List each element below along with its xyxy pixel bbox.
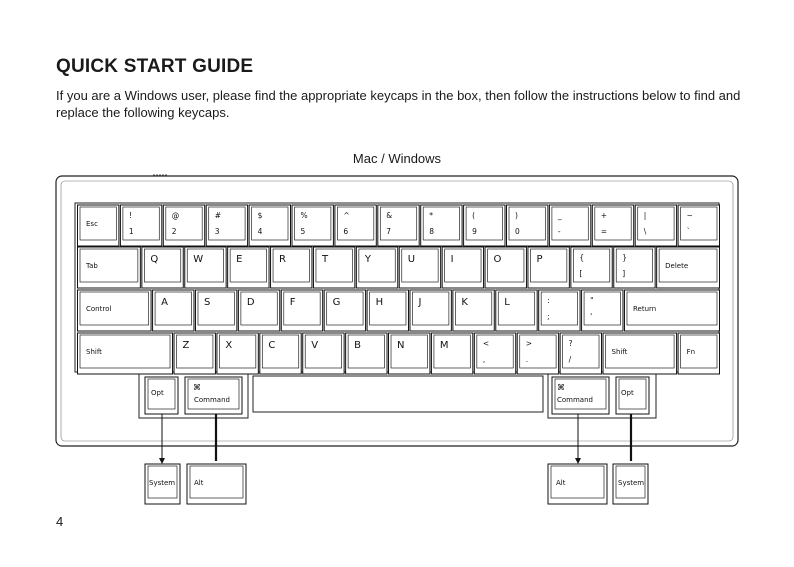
opt-right-key bbox=[616, 377, 649, 414]
page-title: QUICK START GUIDE bbox=[56, 56, 254, 77]
key-letter: M bbox=[439, 340, 449, 351]
key bbox=[335, 205, 376, 246]
key-label: Tab bbox=[86, 262, 98, 270]
key-top-symbol: ? bbox=[568, 339, 573, 348]
key bbox=[560, 333, 601, 374]
key-top-symbol: ! bbox=[128, 211, 132, 220]
key bbox=[582, 290, 623, 331]
key bbox=[485, 247, 526, 288]
key bbox=[228, 247, 269, 288]
key bbox=[421, 205, 462, 246]
opt-right-label: Opt bbox=[621, 389, 634, 397]
key-bottom-symbol: - bbox=[557, 227, 561, 236]
key bbox=[517, 333, 558, 374]
opt-left-label: Opt bbox=[151, 389, 164, 397]
key bbox=[142, 247, 183, 288]
key-top-symbol: + bbox=[600, 211, 608, 220]
key-top-symbol: & bbox=[386, 211, 393, 220]
key-top-symbol: _ bbox=[557, 211, 562, 220]
key bbox=[603, 333, 677, 374]
key bbox=[678, 205, 719, 246]
key bbox=[378, 205, 419, 246]
alt-right-key bbox=[548, 464, 607, 504]
key-letter: T bbox=[321, 254, 329, 265]
key-letter: J bbox=[418, 297, 422, 308]
key bbox=[614, 247, 655, 288]
key bbox=[453, 290, 494, 331]
key bbox=[389, 333, 430, 374]
key-letter: O bbox=[493, 254, 502, 265]
key bbox=[496, 290, 537, 331]
key-bottom-symbol: 0 bbox=[515, 227, 520, 236]
key-letter: X bbox=[225, 340, 233, 351]
key-letter: E bbox=[236, 254, 243, 265]
key bbox=[549, 205, 590, 246]
key-top-symbol: * bbox=[429, 211, 433, 220]
key-bottom-symbol: 7 bbox=[386, 227, 392, 236]
key-label: Delete bbox=[665, 262, 689, 270]
key-top-symbol: " bbox=[590, 296, 594, 305]
key-bottom-symbol: ` bbox=[686, 227, 691, 236]
system-right-key bbox=[613, 464, 648, 504]
command-right-label: Command bbox=[557, 396, 593, 404]
key bbox=[346, 333, 387, 374]
key-letter: N bbox=[397, 340, 405, 351]
key bbox=[78, 333, 173, 374]
spacebar bbox=[253, 376, 543, 412]
key-top-symbol: # bbox=[214, 211, 221, 220]
key bbox=[539, 290, 580, 331]
key bbox=[624, 290, 719, 331]
key bbox=[635, 205, 676, 246]
command-right-key bbox=[552, 377, 609, 414]
key-letter: D bbox=[246, 297, 255, 308]
key-top-symbol: ( bbox=[472, 211, 476, 220]
key-bottom-symbol: 2 bbox=[171, 227, 177, 236]
diagram-subtitle: Mac / Windows bbox=[352, 151, 442, 166]
key-bottom-symbol: 3 bbox=[214, 227, 220, 236]
key-letter: I bbox=[450, 254, 454, 265]
system-left-label: System bbox=[149, 479, 176, 487]
key bbox=[474, 333, 515, 374]
alt-left-key bbox=[187, 464, 246, 504]
key-letter: Y bbox=[364, 254, 371, 265]
key-bottom-symbol: / bbox=[568, 355, 572, 364]
key-top-symbol: ) bbox=[515, 211, 518, 220]
key-label: Esc bbox=[86, 220, 98, 228]
key bbox=[399, 247, 440, 288]
key-label: Fn bbox=[686, 348, 696, 356]
key bbox=[206, 205, 247, 246]
key bbox=[249, 205, 290, 246]
key bbox=[260, 333, 301, 374]
key-letter: W bbox=[193, 254, 204, 265]
key-bottom-symbol: ] bbox=[622, 269, 626, 278]
alt-right-label: Alt bbox=[556, 479, 566, 487]
key bbox=[410, 290, 451, 331]
key-letter: P bbox=[536, 254, 543, 265]
key bbox=[464, 205, 505, 246]
key-letter: C bbox=[268, 340, 276, 351]
command-left-key bbox=[185, 377, 242, 414]
key-letter: Z bbox=[182, 340, 190, 351]
key bbox=[185, 247, 226, 288]
key-label: Shift bbox=[86, 348, 102, 356]
key-top-symbol: { bbox=[579, 253, 585, 262]
key bbox=[324, 290, 365, 331]
key-letter: V bbox=[311, 340, 319, 351]
key-bottom-symbol: 5 bbox=[300, 227, 306, 236]
key-letter: U bbox=[407, 254, 416, 265]
key-top-symbol: $ bbox=[257, 211, 263, 220]
opt-left-key bbox=[145, 377, 178, 414]
key bbox=[657, 247, 720, 288]
command-symbol-left: ⌘ bbox=[193, 383, 201, 392]
key bbox=[120, 205, 161, 246]
command-left-label: Command bbox=[194, 396, 230, 404]
key-bottom-symbol: 6 bbox=[343, 227, 349, 236]
key-bottom-symbol: . bbox=[525, 355, 529, 364]
key-letter: B bbox=[354, 340, 361, 351]
page-number: 4 bbox=[56, 514, 64, 529]
key bbox=[313, 247, 354, 288]
key bbox=[217, 333, 258, 374]
key bbox=[195, 290, 236, 331]
key-top-symbol: > bbox=[525, 339, 533, 348]
key-bottom-symbol: ' bbox=[590, 312, 593, 321]
key bbox=[163, 205, 204, 246]
key-top-symbol: } bbox=[622, 253, 628, 262]
key-top-symbol: @ bbox=[171, 211, 180, 220]
key bbox=[442, 247, 483, 288]
key bbox=[431, 333, 472, 374]
key-label: Control bbox=[86, 305, 112, 313]
key bbox=[174, 333, 215, 374]
key-letter: Q bbox=[150, 254, 159, 265]
key-top-symbol: < bbox=[482, 339, 490, 348]
key bbox=[78, 247, 141, 288]
key-bottom-symbol: 8 bbox=[429, 227, 434, 236]
key-top-symbol: ^ bbox=[343, 211, 350, 220]
key-bottom-symbol: [ bbox=[579, 269, 583, 278]
key bbox=[281, 290, 322, 331]
key-bottom-symbol: 4 bbox=[257, 227, 263, 236]
key-letter: S bbox=[203, 297, 211, 308]
key bbox=[356, 247, 397, 288]
system-right-label: System bbox=[618, 479, 645, 487]
key bbox=[238, 290, 279, 331]
key-bottom-symbol: 9 bbox=[472, 227, 477, 236]
key-top-symbol: : bbox=[547, 296, 550, 305]
command-symbol-right: ⌘ bbox=[557, 383, 565, 392]
key bbox=[78, 205, 119, 246]
key-letter: L bbox=[504, 297, 510, 308]
key bbox=[367, 290, 408, 331]
key-bottom-symbol: ; bbox=[547, 312, 550, 321]
key bbox=[153, 290, 194, 331]
key-bottom-symbol: , bbox=[482, 355, 486, 364]
key-letter: H bbox=[375, 297, 384, 308]
system-left-key bbox=[145, 464, 180, 504]
alt-left-label: Alt bbox=[194, 479, 204, 487]
key bbox=[528, 247, 569, 288]
key-letter: F bbox=[289, 297, 296, 308]
key-bottom-symbol: 1 bbox=[128, 227, 134, 236]
key-bottom-symbol: \ bbox=[643, 227, 647, 236]
key bbox=[292, 205, 333, 246]
key bbox=[271, 247, 312, 288]
key-top-symbol: ~ bbox=[686, 211, 693, 220]
key-top-symbol: | bbox=[643, 211, 647, 220]
key-top-symbol: % bbox=[300, 211, 308, 220]
key-bottom-symbol: = bbox=[600, 227, 608, 236]
key bbox=[678, 333, 719, 374]
key bbox=[592, 205, 633, 246]
key-label: Shift bbox=[611, 348, 628, 356]
key bbox=[571, 247, 612, 288]
key-letter: R bbox=[279, 254, 287, 265]
intro-paragraph: If you are a Windows user, please find the appropriate keycaps in the box, then follow the instructions below to find and replace the following keycaps. bbox=[56, 88, 741, 120]
key-label: Return bbox=[632, 305, 657, 313]
key-letter: K bbox=[461, 297, 468, 308]
key bbox=[78, 290, 152, 331]
key-letter: A bbox=[161, 297, 168, 308]
key bbox=[303, 333, 344, 374]
key bbox=[507, 205, 548, 246]
key-letter: G bbox=[332, 297, 341, 308]
